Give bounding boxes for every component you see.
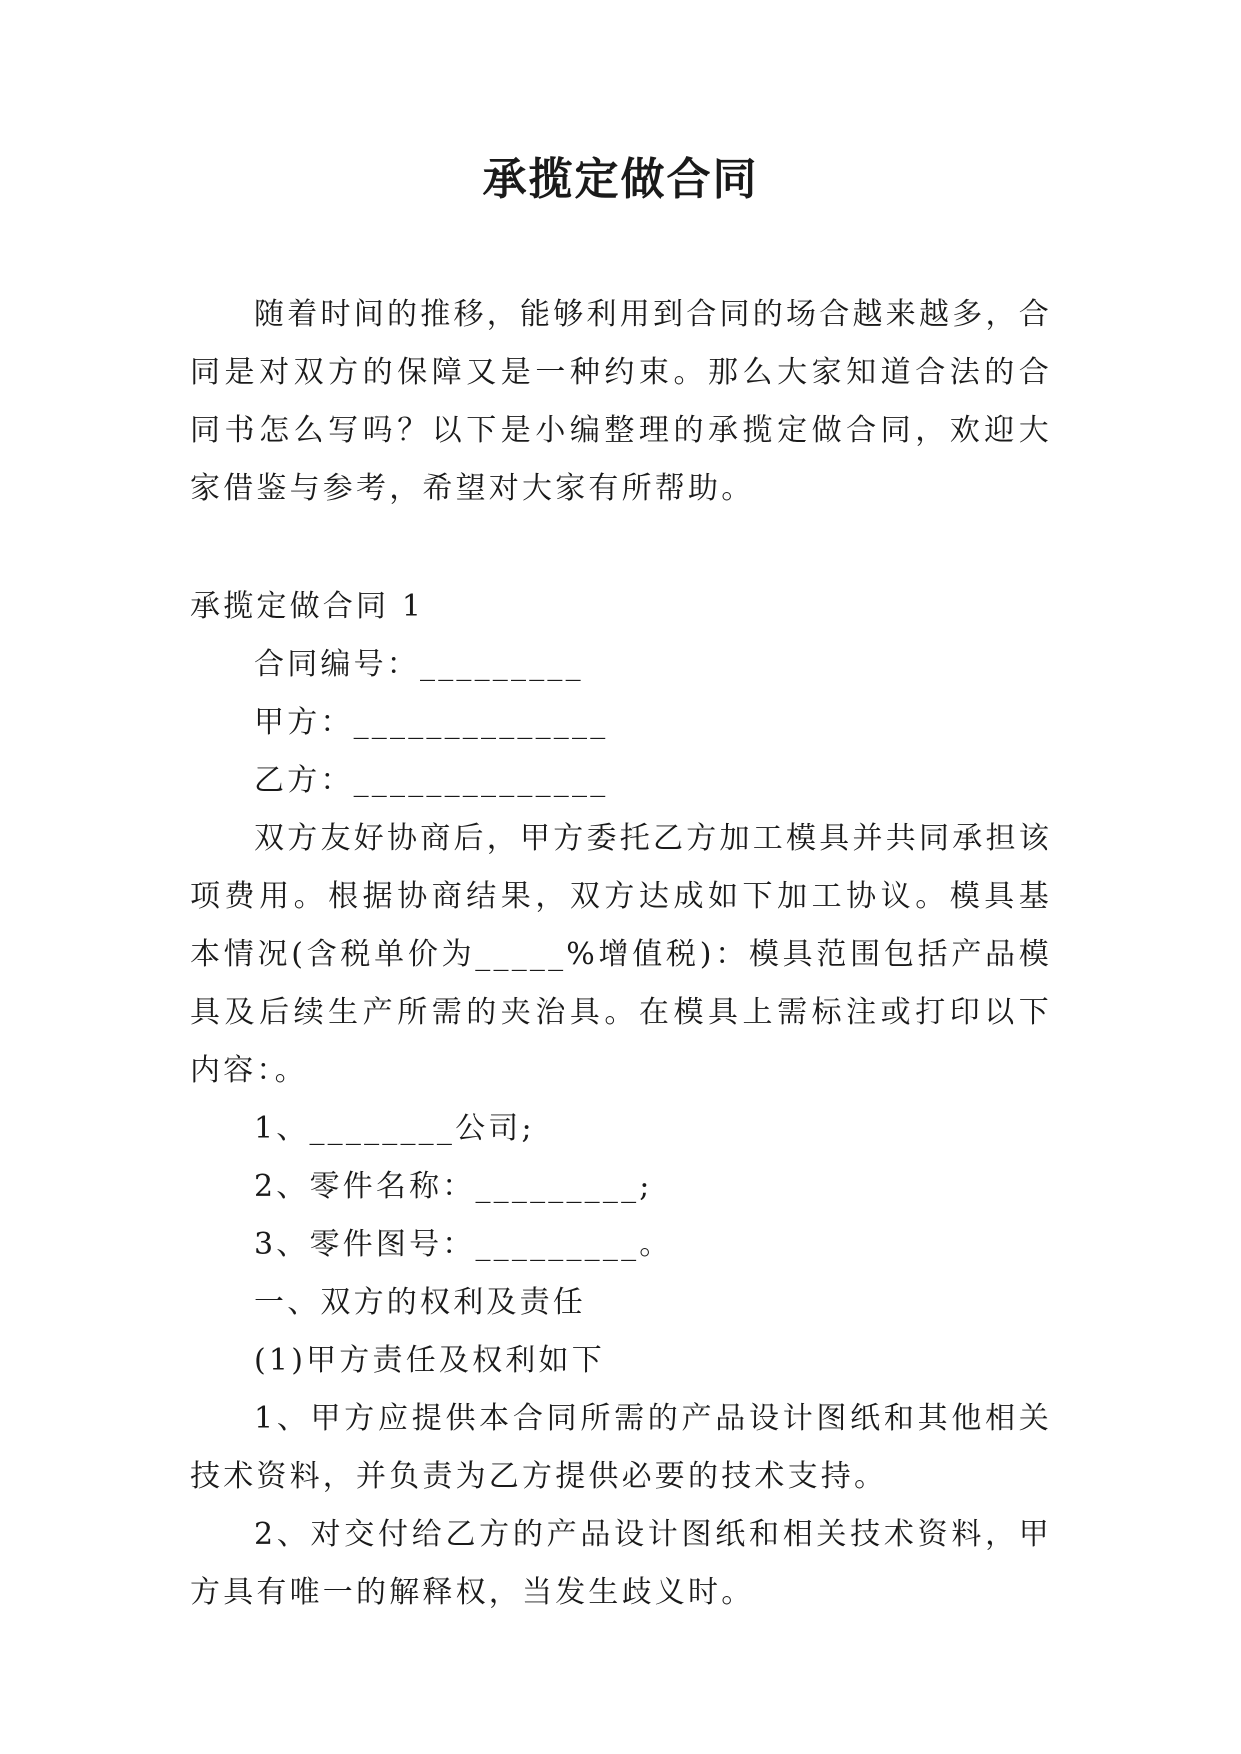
section-heading: 承揽定做合同 1 (190, 589, 425, 624)
party-b-line: 乙方：______________ (254, 763, 609, 798)
marking-item-part-name: 2、零件名称：_________; (254, 1169, 653, 1204)
marking-item-company: 1、________公司; (254, 1111, 535, 1146)
party-a-line: 甲方：______________ (254, 705, 609, 740)
intro-text: 随着时间的推移，能够利用到合同的场合越来越多，合同是对双方的保障又是一种约束。那么大家知道合法的合同书怎么写吗？以下是小编整理的承揽定做合同，欢迎大家借鉴与参考，希望对大家有所帮助。 (190, 297, 1052, 506)
party-a-duties-heading: (1)甲方责任及权利如下 (254, 1343, 605, 1378)
duty-item-1: 1、甲方应提供本合同所需的产品设计图纸和其他相关技术资料，并负责为乙方提供必要的技术支持。 (190, 1401, 1052, 1494)
contract-content (190, 578, 1052, 1622)
marking-item-part-number: 3、零件图号：_________。 (254, 1227, 673, 1262)
contract-number-line: 合同编号：_________ (254, 647, 584, 682)
document-title: 承揽定做合同 (482, 154, 759, 205)
rights-heading: 一、双方的权利及责任 (254, 1285, 586, 1320)
agreement-paragraph: 双方友好协商后，甲方委托乙方加工模具并共同承担该项费用。根据协商结果，双方达成如下加工协议。模具基本情况(含税单价为_____%增值税)：模具范围包括产品模具及后续生产所需的夹治具。在模具上需标注或打印以下内容：。 (190, 821, 1052, 1088)
intro-paragraph (190, 286, 1052, 518)
duty-item-2: 2、对交付给乙方的产品设计图纸和相关技术资料，甲方具有唯一的解释权，当发生歧义时。 (190, 1517, 1052, 1610)
